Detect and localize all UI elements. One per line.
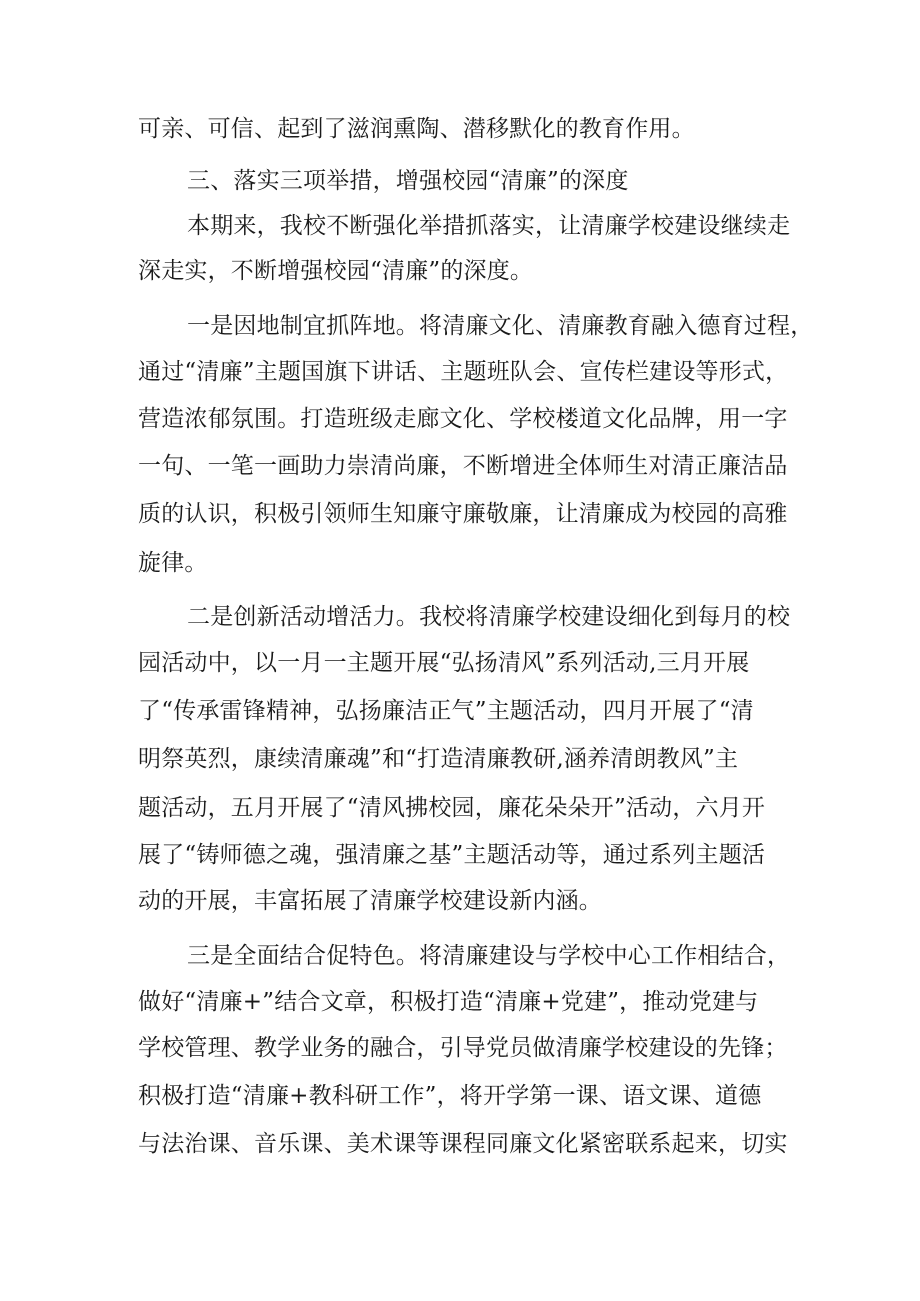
text-line-12: 园活动中，以一月一主题开展“弘扬清风”系列活动,三月开展 — [138, 650, 750, 676]
text-line-13: 了“传承雷锋精神，弘扬廉洁正气”主题活动，四月开展了“清 — [138, 698, 754, 724]
text-line-17: 动的开展，丰富拓展了清廉学校建设新内涵。 — [138, 888, 602, 914]
text-line-20: 学校管理、教学业务的融合，引导党员做清廉学校建设的先锋； — [138, 1035, 788, 1061]
text-line-9: 质的认识，积极引领师生知廉守廉敬廉，让清廉成为校园的高雅 — [138, 501, 788, 527]
text-line-22: 与法治课、音乐课、美术课等课程同廉文化紧密联系起来，切实 — [138, 1131, 788, 1157]
text-line-15: 题活动，五月开展了“清风拂校园，廉花朵朵开”活动，六月开 — [138, 795, 766, 821]
text-line-8: 一句、一笔一画助力崇清尚廉，不断增进全体师生对清正廉洁品 — [138, 453, 788, 479]
text-line-4: 深走实，不断增强校园“清廉”的深度。 — [138, 258, 534, 284]
text-line-21: 积极打造“清廉+教科研工作”，将开学第一课、语文课、道德 — [138, 1083, 762, 1109]
text-line-5: 一是因地制宜抓阵地。将清廉文化、清廉教育融入德育过程， — [187, 313, 814, 339]
text-line-18: 三是全面结合促特色。将清廉建设与学校中心工作相结合， — [187, 943, 791, 969]
text-line-11: 二是创新活动增活力。我校将清廉学校建设细化到每月的校 — [187, 604, 791, 630]
text-line-7: 营造浓郁氛围。打造班级走廊文化、学校楼道文化品牌，用一字 — [138, 406, 788, 432]
text-line-3: 本期来，我校不断强化举措抓落实，让清廉学校建设继续走 — [187, 213, 791, 239]
text-line-1: 可亲、可信、起到了滋润熏陶、潜移默化的教育作用。 — [138, 116, 695, 142]
section-heading: 三、落实三项举措，增强校园“清廉”的深度 — [187, 168, 629, 194]
text-line-16: 展了“铸师德之魂，强清廉之基”主题活动等，通过系列主题活 — [138, 842, 766, 868]
text-line-14: 明祭英烈，康续清廉魂”和“打造清廉教研,涵养清朗教风”主 — [138, 746, 739, 772]
text-line-6: 通过“清廉”主题国旗下讲话、主题班队会、宣传栏建设等形式， — [138, 359, 789, 385]
text-line-10: 旋律。 — [138, 550, 208, 576]
text-line-19: 做好“清廉+”结合文章，积极打造“清廉+党建”，推动党建与 — [138, 989, 759, 1015]
